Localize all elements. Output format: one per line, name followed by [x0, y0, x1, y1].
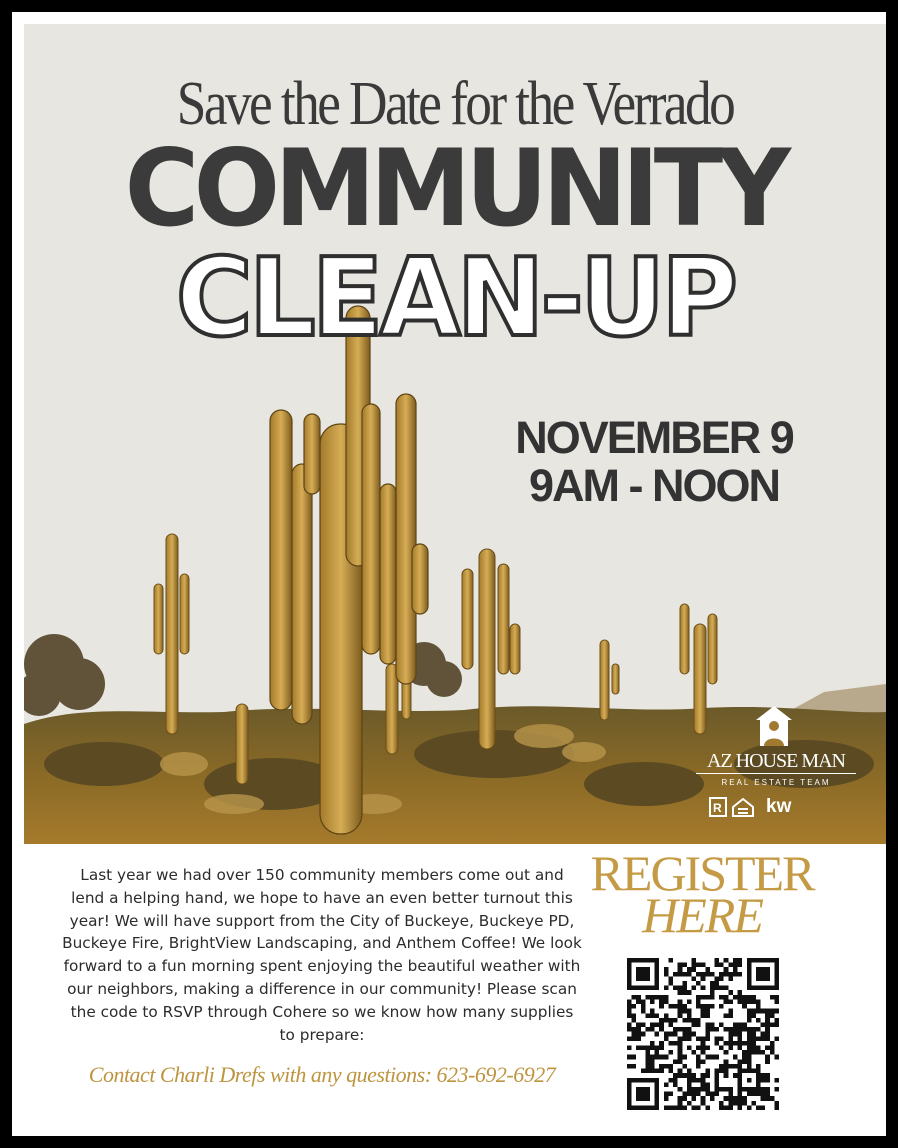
- register-line-2: HERE: [642, 887, 762, 943]
- equal-housing-icon: [733, 799, 753, 816]
- hero-panel: [24, 24, 886, 844]
- title-clean-up: CLEAN-UP: [175, 236, 735, 361]
- event-date: NOVEMBER 9: [515, 412, 793, 463]
- svg-text:R: R: [713, 801, 722, 815]
- logo-name: AZ HOUSE MAN: [696, 750, 856, 774]
- logo-subtitle: REAL ESTATE TEAM: [721, 778, 831, 787]
- kw-logo: kw: [766, 796, 792, 817]
- body-paragraph: Last year we had over 150 community members come out and lend a helping hand, we hope to have an even better turnout this year! We will have support from the City of Buckeye, Buckeye PD, Buckeye Fire, BrightView Landscaping, and Anthem Coffee! We look forward to a fun morning spent enjoying the beautiful weather with our neighbors, making a difference in our community! Please scan the code to RSVP through Cohere so we know how many supplies to prepare:: [62, 866, 582, 1044]
- register-line-1: REGISTER: [590, 845, 814, 901]
- flyer: [12, 12, 886, 1136]
- realtor-icon: [710, 798, 726, 816]
- save-the-date-heading: Save the Date for the Verrado: [176, 70, 734, 138]
- event-time: 9AM - NOON: [529, 460, 779, 511]
- register-heading: [582, 845, 822, 943]
- qr-code[interactable]: [627, 958, 779, 1110]
- house-man-icon: [754, 704, 794, 748]
- badge-icons: [709, 796, 759, 818]
- contact-line: Contact Charli Drefs with any questions: 623-692-6927: [88, 1062, 556, 1087]
- title-community: COMMUNITY: [124, 127, 786, 250]
